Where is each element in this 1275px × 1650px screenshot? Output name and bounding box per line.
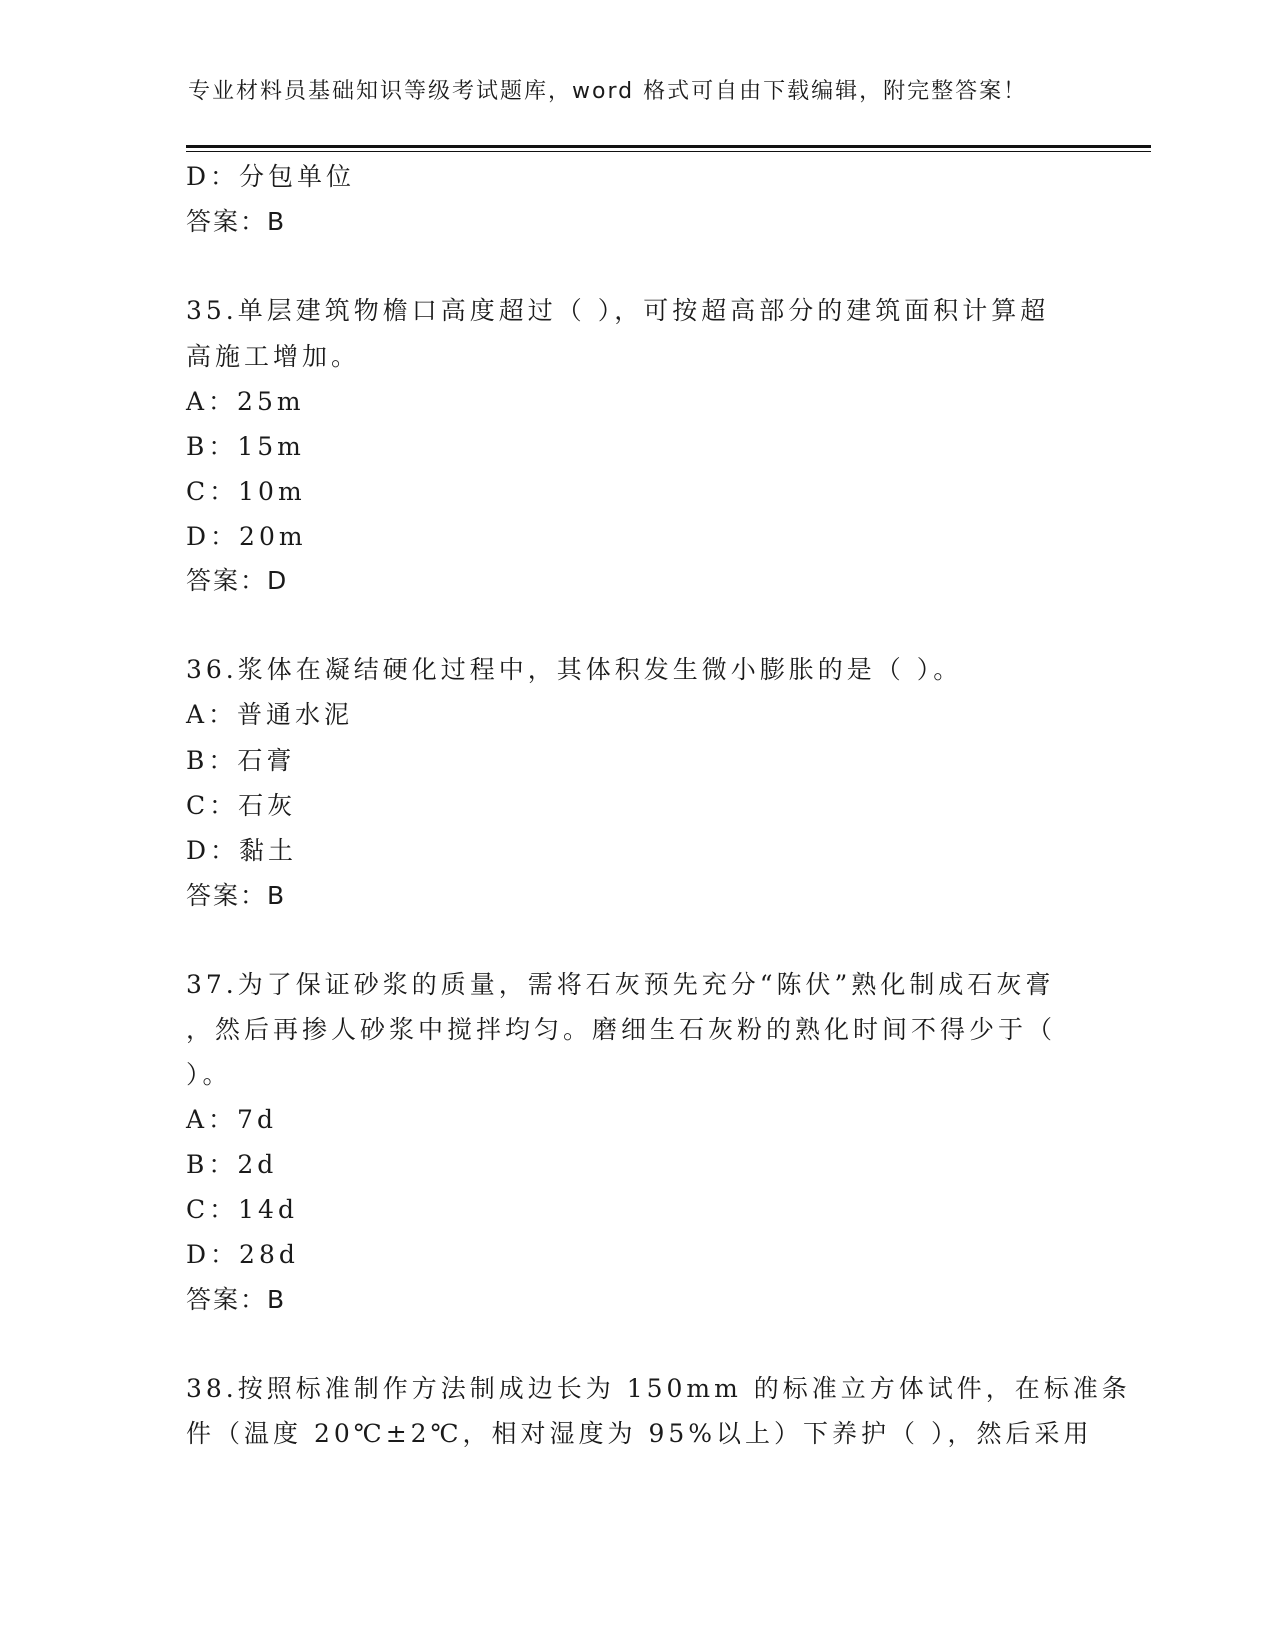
question-line: 37.为了保证砂浆的质量，需将石灰预先充分“陈伏”熟化制成石灰膏 (186, 970, 1055, 999)
answer-line: 答案：D (186, 566, 289, 595)
question-line: 高施工增加。 (186, 342, 361, 371)
option-line: B：2d (186, 1150, 278, 1179)
option-line: B：15m (186, 432, 305, 461)
option-line: D：20m (186, 522, 307, 551)
option-line: D：黏土 (186, 836, 298, 865)
question-line: 36.浆体在凝结硬化过程中，其体积发生微小膨胀的是（ ）。 (186, 655, 963, 684)
option-line: C：14d (186, 1195, 298, 1224)
question-line: ，然后再掺人砂浆中搅拌均匀。磨细生石灰粉的熟化时间不得少于（ (186, 1015, 1057, 1044)
question-line: ）。 (186, 1060, 232, 1089)
header-divider-thick (186, 145, 1151, 148)
option-line: B：石膏 (186, 746, 296, 775)
answer-line: 答案：B (186, 881, 287, 910)
option-line: A：25m (186, 387, 305, 416)
answer-line: 答案：B (186, 207, 287, 236)
option-line: A：普通水泥 (186, 700, 354, 729)
option-line: D：28d (186, 1240, 299, 1269)
question-line: 件（温度 20℃±2℃，相对湿度为 95%以上）下养护（ ），然后采用 (186, 1419, 1093, 1448)
option-line: C：10m (186, 477, 306, 506)
option-line: A：7d (186, 1105, 277, 1134)
header-divider-thin (186, 151, 1151, 152)
option-line: C：石灰 (186, 791, 297, 820)
page-header: 专业材料员基础知识等级考试题库，word 格式可自由下载编辑，附完整答案！ (188, 79, 1028, 104)
answer-line: 答案：B (186, 1285, 287, 1314)
question-line: 35.单层建筑物檐口高度超过（ ），可按超高部分的建筑面积计算超 (186, 296, 1050, 325)
option-line: D：分包单位 (186, 162, 356, 191)
question-line: 38.按照标准制作方法制成边长为 150mm 的标准立方体试件，在标准条 (186, 1374, 1131, 1403)
